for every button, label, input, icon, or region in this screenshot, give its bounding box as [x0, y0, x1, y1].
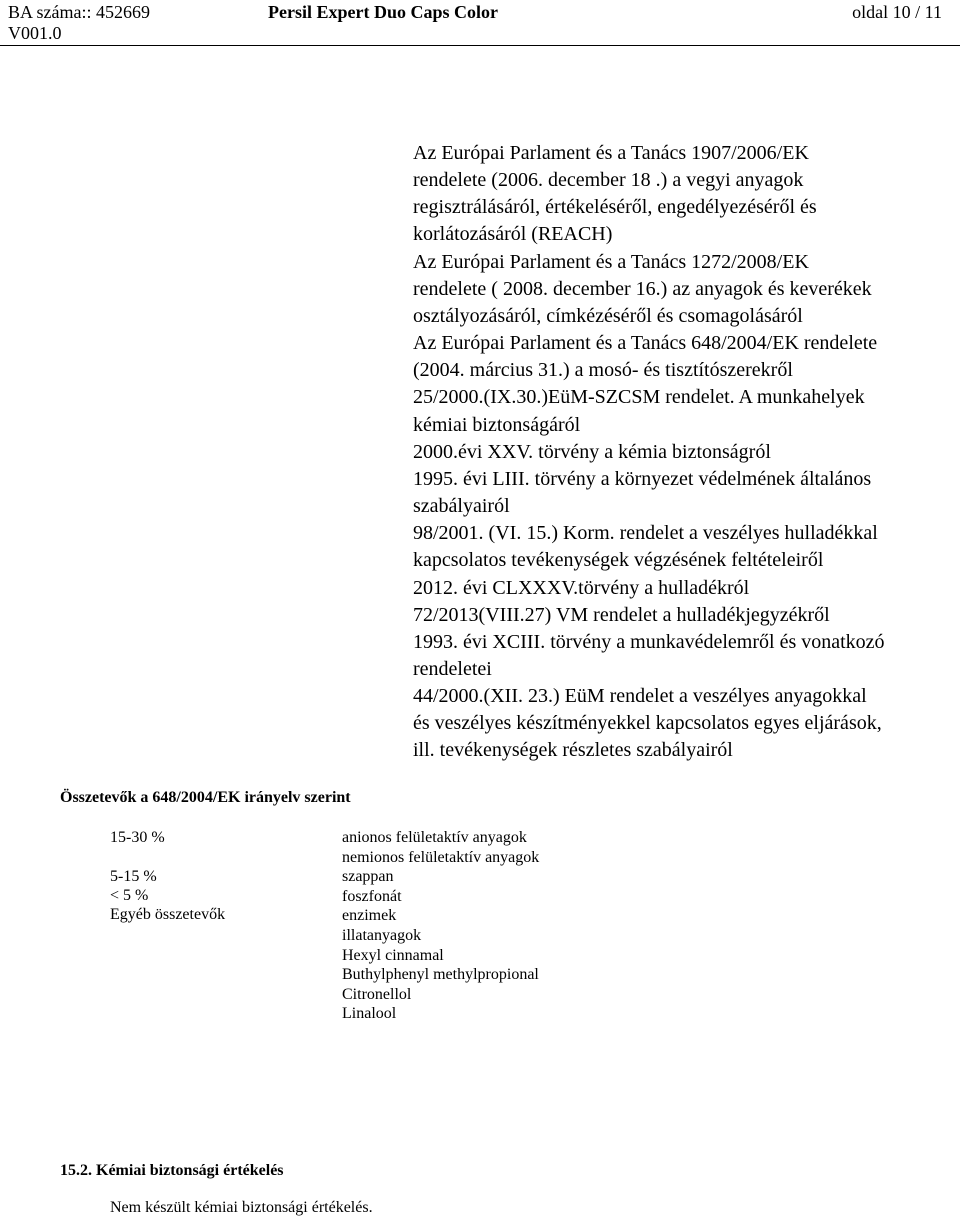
percentage-range: 15-30 % [110, 829, 165, 846]
ingredient-item: illatanyagok [342, 926, 422, 944]
page-header [0, 0, 960, 46]
ingredient-item: anionos felületaktív anyagok [342, 829, 527, 846]
regulation-line: (2004. március 31.) a mosó- és tisztítószerekről [413, 359, 793, 382]
ingredient-item: Citronellol [342, 985, 412, 1003]
regulation-line: 72/2013(VIII.27) VM rendelet a hulladékjegyzékről [413, 603, 830, 626]
chemical-safety-section-title: 15.2. Kémiai biztonsági értékelés [60, 1162, 284, 1179]
regulation-line: 98/2001. (VI. 15.) Korm. rendelet a veszélyes hulladékkal [413, 522, 878, 545]
regulation-line: Az Európai Parlament és a Tanács 648/2004/EK rendelete [413, 332, 878, 355]
ingredient-item: Hexyl cinnamal [342, 946, 444, 964]
ingredient-item: enzimek [342, 907, 397, 925]
ingredient-item: Linalool [342, 1005, 397, 1023]
regulation-line: osztályozásáról, címkézéséről és csomagolásáról [413, 304, 803, 327]
regulation-line: 2012. évi CLXXXV.törvény a hulladékról [413, 576, 750, 599]
regulation-line: kémiai biztonságáról [413, 413, 581, 436]
regulation-line: szabályairól [413, 495, 510, 518]
regulation-line: 2000.évi XXV. törvény a kémia biztonságról [413, 440, 771, 463]
regulation-line: regisztrálásáról, értékeléséről, engedélyezéséről és [413, 196, 817, 219]
regulation-line: 44/2000.(XII. 23.) EüM rendelet a veszélyes anyagokkal [413, 685, 867, 708]
chemical-safety-statement: Nem készült kémiai biztonsági értékelés. [110, 1199, 373, 1216]
document-version: V001.0 [8, 23, 62, 43]
ingredient-item: Buthylphenyl methylpropional [342, 966, 539, 984]
regulation-line: rendelete ( 2008. december 16.) az anyagok és keverékek [413, 277, 872, 300]
regulation-line: rendeletei [413, 657, 492, 680]
ingredient-item: nemionos felületaktív anyagok [342, 848, 540, 866]
ingredient-item: szappan [342, 868, 394, 886]
percentage-range: < 5 % [110, 886, 149, 904]
legal-regulations-list [413, 140, 953, 765]
document-number: BA száma:: 452669 [8, 2, 150, 22]
percentage-range [110, 847, 225, 866]
product-name: Persil Expert Duo Caps Color [268, 2, 498, 22]
header-divider [0, 45, 960, 46]
page-number: oldal 10 / 11 [852, 2, 942, 22]
percentage-range: Egyéb összetevők [110, 906, 226, 924]
components-percentages [110, 828, 225, 924]
header-document-info [8, 2, 150, 44]
components-section-title: Összetevők a 648/2004/EK irányelv szerint [60, 789, 351, 806]
ingredient-item: foszfonát [342, 887, 402, 905]
regulation-line: Az Európai Parlament és a Tanács 1272/2008/EK [413, 250, 809, 273]
components-ingredients [342, 828, 539, 1024]
regulation-line: rendelete (2006. december 18 .) a vegyi anyagok [413, 169, 804, 192]
regulation-line: 1995. évi LIII. törvény a környezet védelmének általános [413, 467, 872, 490]
regulation-line: 25/2000.(IX.30.)EüM-SZCSM rendelet. A munkahelyek [413, 386, 865, 409]
regulation-line: Az Európai Parlament és a Tanács 1907/2006/EK [413, 142, 809, 164]
percentage-range: 5-15 % [110, 867, 157, 885]
regulation-line: 1993. évi XCIII. törvény a munkavédelemről és vonatkozó [413, 630, 885, 653]
regulation-line: és veszélyes készítményekkel kapcsolatos egyes eljárások, [413, 712, 882, 735]
regulation-line: ill. tevékenységek részletes szabályairól [413, 739, 733, 762]
regulation-line: korlátozásáról (REACH) [413, 223, 613, 246]
regulation-line: kapcsolatos tevékenységek végzésének feltételeiről [413, 549, 824, 572]
